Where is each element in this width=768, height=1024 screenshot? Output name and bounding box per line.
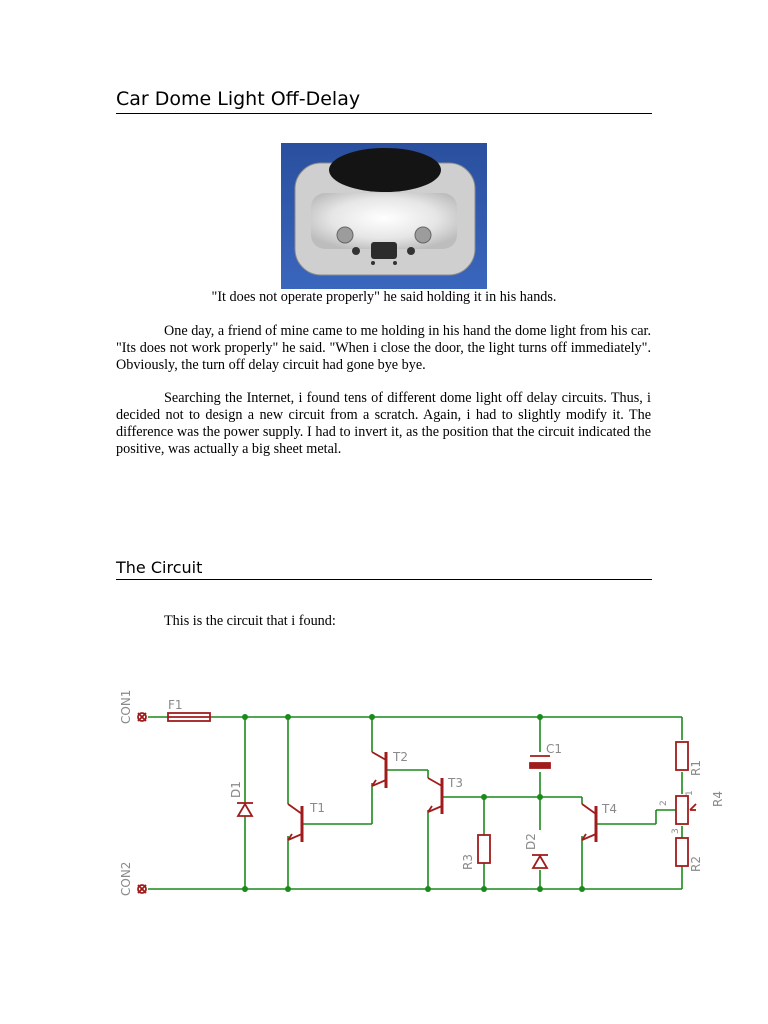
label-pin1: 1 <box>685 790 695 796</box>
transistor-t2-symbol <box>372 752 386 788</box>
label-r2: R2 <box>689 856 703 872</box>
photo-caption: "It does not operate properly" he said holding it in his hands. <box>211 289 557 305</box>
label-r4: R4 <box>711 791 725 807</box>
dome-light-image <box>281 143 487 289</box>
circuit-intro-text: This is the circuit that i found: <box>164 613 336 629</box>
con1-connector-symbol <box>138 713 146 721</box>
label-t1: T1 <box>310 801 325 815</box>
label-t4: T4 <box>602 802 617 816</box>
page-title: Car Dome Light Off-Delay <box>116 86 652 114</box>
capacitor-c1-symbol <box>530 756 550 768</box>
label-c1: C1 <box>546 742 563 756</box>
diode-d1-symbol <box>237 803 253 816</box>
resistor-r1-symbol <box>676 742 688 770</box>
resistor-r3-symbol <box>478 835 490 863</box>
section-title-circuit: The Circuit <box>116 557 652 580</box>
label-d2: D2 <box>524 833 538 850</box>
transistor-t3-symbol <box>428 778 442 814</box>
label-d1: D1 <box>229 781 243 798</box>
transistor-t1-symbol <box>288 804 302 842</box>
transistor-t4-symbol <box>582 804 596 842</box>
resistor-r2-symbol <box>676 838 688 866</box>
label-r1: R1 <box>689 760 703 776</box>
label-con1: CON1 <box>119 689 133 724</box>
label-t3: T3 <box>448 776 463 790</box>
label-pin3: 3 <box>671 828 681 834</box>
label-pin2: 2 <box>659 800 669 806</box>
search-paragraph: Searching the Internet, i found tens of different dome light off delay circuits. Thus, i decided not to design a new circuit from a scratch. Again, i had to slightly modify it. The difference was the power supply. I had to invert it, as the position that the circuit indicated the positive, was actually a big sheet metal. <box>116 390 651 457</box>
diode-d2-symbol <box>532 855 548 868</box>
dome-light-photo <box>281 143 487 289</box>
intro-paragraph: One day, a friend of mine came to me holding in his hand the dome light from his car. "Its does not work properly" he said. "When i close the door, the light turns off immediately". Obviously, the turn off delay circuit had gone bye bye. <box>116 323 651 373</box>
circuit-schematic <box>110 680 730 910</box>
potentiometer-r4-symbol <box>676 796 696 824</box>
label-con2: CON2 <box>119 861 133 896</box>
label-r3: R3 <box>461 854 475 870</box>
label-f1: F1 <box>168 698 183 712</box>
con2-connector-symbol <box>138 885 146 893</box>
label-t2: T2 <box>393 750 408 764</box>
